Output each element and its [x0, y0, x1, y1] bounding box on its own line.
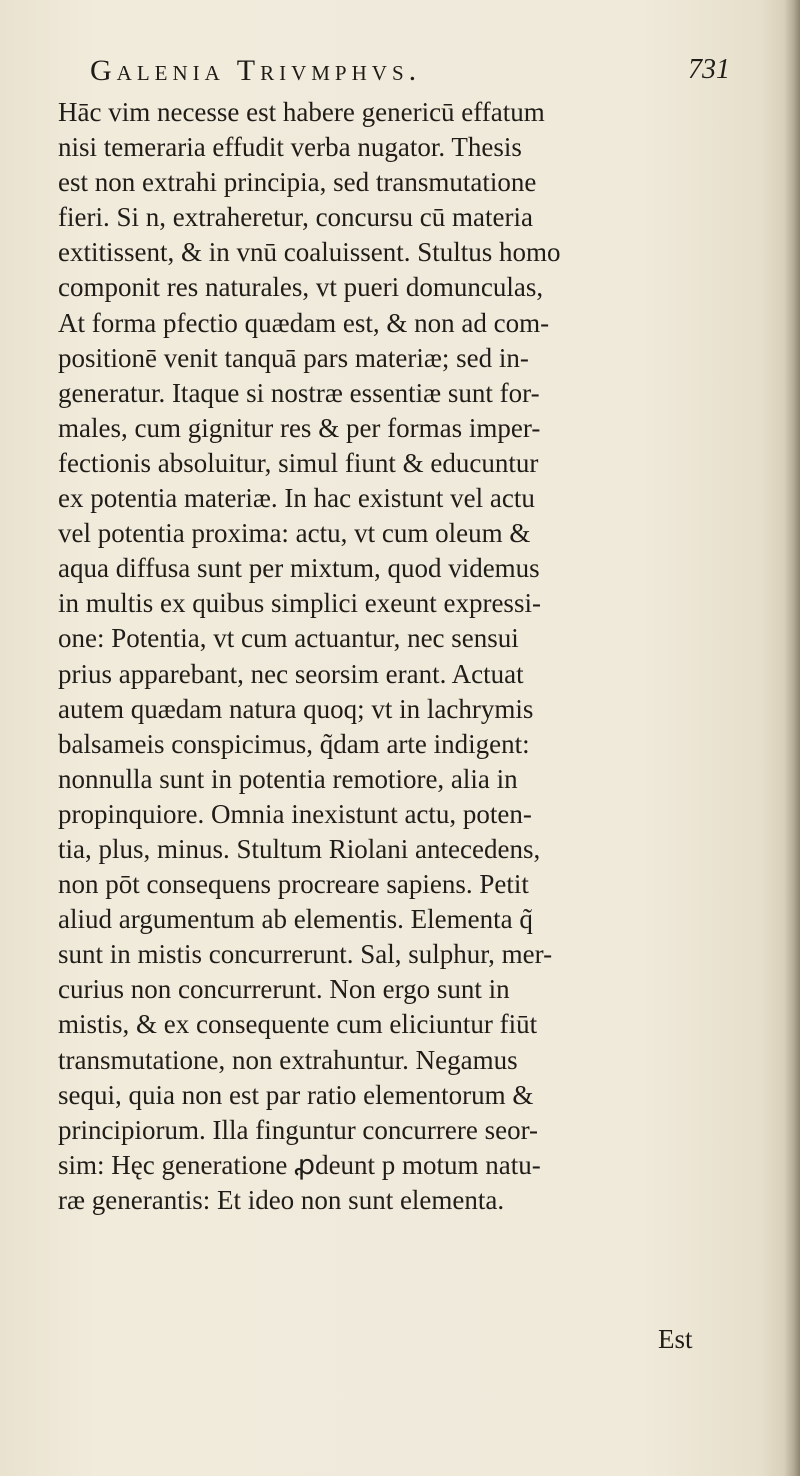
text-line: Hāc vim necesse est habere genericū effatum: [58, 97, 545, 127]
text-line: generatur. Itaque si nostræ essentiæ sunt for-: [58, 377, 540, 408]
page-header: [90, 50, 730, 96]
text-line: sunt in mistis concurrerunt. Sal, sulphur, mer-: [58, 939, 553, 970]
text-line: vel potentia proxima: actu, vt cum oleum &: [58, 518, 531, 549]
catchword: Est: [658, 1324, 693, 1354]
page-number: 731: [688, 54, 730, 85]
text-line: positionē venit tanquā pars materiæ; sed in-: [58, 342, 529, 373]
text-line: curius non concurrerunt. Non ergo sunt in: [58, 974, 510, 1005]
text-line: est non extrahi principia, sed transmutatione: [58, 167, 537, 198]
text-line: prius apparebant, nec seorsim erant. Actuat: [58, 658, 524, 689]
text-line: aqua diffusa sunt per mixtum, quod videmus: [58, 553, 540, 584]
text-line: ex potentia materiæ. In hac existunt vel actu: [58, 483, 535, 514]
text-line: extitissent, & in vnū coaluissent. Stultus homo: [58, 237, 561, 268]
page-edge-shadow: [784, 0, 800, 1476]
text-line: componit res naturales, vt pueri domunculas,: [58, 272, 544, 303]
text-line: males, cum gignitur res & per formas imper-: [58, 412, 541, 443]
text-line: nonnulla sunt in potentia remotiore, alia in: [58, 763, 518, 794]
text-line: one: Potentia, vt cum actuantur, nec sensui: [58, 623, 519, 654]
running-head: Galenia Trivmphvs.: [90, 54, 422, 87]
text-line: sim: Hęc generatione ꝓdeunt p motum natu-: [58, 1149, 541, 1180]
text-line: aliud argumentum ab elementis. Elementa q̃: [58, 904, 533, 935]
text-line: mistis, & ex consequente cum eliciuntur fiūt: [58, 1009, 538, 1040]
text-line: in multis ex quibus simplici exeunt expressi-: [58, 588, 541, 619]
text-line: balsameis conspicimus, q̃dam arte indigent:: [58, 728, 530, 759]
text-line: sequi, quia non est par ratio elementorum &: [58, 1079, 534, 1110]
text-line: At forma pfectio quædam est, & non ad com-: [58, 307, 550, 338]
text-line: transmutatione, non extrahuntur. Negamus: [58, 1044, 518, 1075]
text-line: ræ generantis: Et ideo non sunt elementa.: [58, 1184, 505, 1215]
text-line: tia, plus, minus. Stultum Riolani antecedens,: [58, 833, 541, 864]
body-text: [58, 95, 758, 1218]
text-line: fectionis absoluitur, simul fiunt & educuntur: [58, 447, 539, 478]
text-line: propinquiore. Omnia inexistunt actu, poten-: [58, 798, 532, 829]
text-line: autem quædam natura quoq; vt in lachrymis: [58, 693, 534, 724]
text-line: non pōt consequens procreare sapiens. Petit: [58, 869, 529, 900]
text-line: nisi temeraria effudit verba nugator. Thesis: [58, 132, 522, 163]
text-line: principiorum. Illa finguntur concurrere seor-: [58, 1114, 539, 1145]
text-line: fieri. Si n, extraheretur, concursu cū materia: [58, 202, 533, 233]
